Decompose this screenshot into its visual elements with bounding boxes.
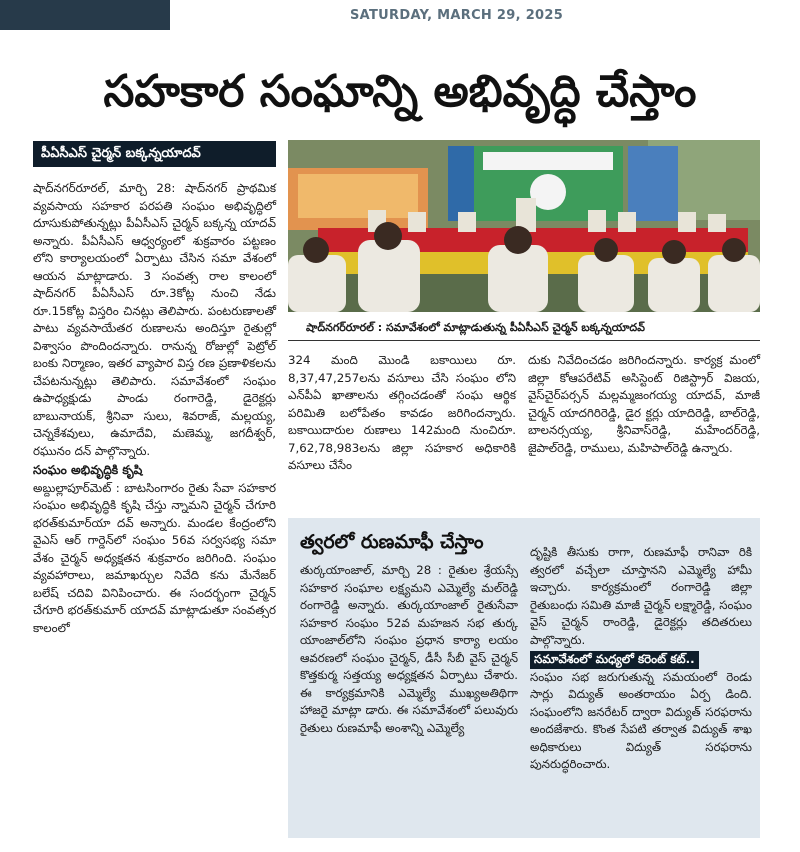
article-body-para-2: అబ్దుల్లాపూర్‌మెట్ : బాటసింగారం రైతు సేవా సహకార సంఘం అభివృద్ధికి కృషి చేస్తు న్నామని చైర్మన్ చేగూరి భరత్‌కుమార్‌యా దవ్ అన్నారు. మండల కేంద్రంలోని వైఎస్ ఆర్ గార్డెన్‌లో సంఘం 56వ సర్వసభ్య సమా వేశం చైర్మన్ అధ్యక్షతన శుక్రవారం జరిగింది. సంఘం వ్యవహారాలు, జమాఖర్చుల నివేది కను మేనేజర్ బలేష్ చదివి వినిపించారు. ఈ సందర్భంగా చైర్మన్ చేగూరి భరత్‌కుమార్ యాదవ్ మాట్లాడుతూ సంవత్సర కాలంలో bbox=[33, 480, 276, 635]
headline: సహకార సంఘాన్ని అభివృద్ధి చేస్తాం bbox=[103, 66, 697, 117]
secondary-body-right: దృష్టికి తీసుకు రాగా, రుణమాఫీ రానివా రికి త్వరలో వచ్చేలా చూస్తానని ఎమ్మెల్యే హామీ ఇచ్చారు. కార్యక్రమంలో రంగారెడ్డి జిల్లా రైతుబంధు సమితి మాజీ చైర్మన్ లక్ష్మారెడ్డి, సంఘం వైస్ చైర్మన్ రాంరెడ్డి, డైరెక్టర్లు తదితరులు పాల్గొన్నారు. bbox=[530, 545, 752, 647]
byline: పీఏసీఎస్ చైర్మన్ బక్కన్నయాదవ్ bbox=[33, 141, 276, 167]
news-photo bbox=[288, 140, 760, 312]
secondary-column-left bbox=[300, 562, 518, 737]
photo-caption: షాద్‌నగర్‌రూరల్ : సమావేశంలో మాట్లాడుతున్న పీఏసీఎస్ చైర్మన్ బక్కన్నయాదవ్ bbox=[288, 315, 760, 341]
masthead-dark-block bbox=[0, 0, 170, 30]
masthead-date: SATURDAY, MARCH 29, 2025 bbox=[350, 8, 564, 23]
article-column-3 bbox=[528, 352, 760, 457]
article-column-1 bbox=[33, 180, 276, 637]
article-body-para-3: 324 మంది మొండి బకాయిలు రూ. 8,37,47,257లను వసూలు చేసి సంఘం లోని ఎన్‌పీఏ ఖాతాలను తగ్గించడంతో సంఘ ఆర్థిక పరిమితి బలోపేతం కావడం జరిగిందన్నారు. బకాయిదారుల రుణాలు 142మంది నుంచిరూ. 7,62,78,983లను జిల్లా సహకార అధికారికి వసూలు చేసేం bbox=[288, 353, 516, 472]
secondary-subhead: సమావేశంలో మధ్యలో కరెంట్ కట్.. bbox=[530, 651, 699, 669]
secondary-headline: త్వరలో రుణమాఫీ చేస్తాం bbox=[300, 531, 484, 553]
secondary-column-right bbox=[530, 544, 752, 774]
article-body-para-4: దుకు నివేదించడం జరిగిందన్నారు. కార్యక్ర మంలో జిల్లా కోఆపరేటివ్ అసిస్టెంట్ రిజిస్ట్రార్ విజయ, వైస్‌చైర్‌పర్సన్ మల్లమ్మజంగయ్య యాదవ్, మాజీ చైర్మన్ యాదగిరిరెడ్డి, డైర క్టర్లు యాదిరెడ్డి, బాల్‌రెడ్డి, బాలనర్సయ్య, శ్రీనివాస్‌రెడ్డి, మహేందర్‌రెడ్డి, జైపాల్‌రెడ్డి, రాములు, మహిపాల్‌రెడ్డి ఉన్నారు. bbox=[528, 353, 760, 455]
article-column-2 bbox=[288, 352, 516, 475]
secondary-body-left: తుర్కయాంజాల్, మార్చి 28 : రైతుల శ్రేయస్సే సహకార సంఘాల లక్ష్యమని ఎమ్మెల్యే మల్‌రెడ్డి రంగారెడ్డి అన్నారు. తుర్కయాంజాల్ రైతుసేవా సహకార సంఘం 52వ మహజన సభ తుర్క యాంజాల్‌లోని సంఘం ప్రధాన కార్యా లయం ఆవరణలో సంఘం చైర్మన్, డీసీ సీబీ వైస్ చైర్మన్ కొత్తకుర్మ సత్తయ్య అధ్యక్షతన ఏర్పాటు చేశారు. ఈ కార్యక్రమానికి ఎమ్మెల్యే ముఖ్యఅతిథిగా హాజరై మాట్లా డారు. ఈ సమావేశంలో పలువురు రైతులు రుణమాఫీ అంశాన్ని ఎమ్మెల్యే bbox=[300, 563, 518, 735]
meeting-photo-illustration bbox=[288, 140, 760, 312]
secondary-body-right-b: సంఘం సభ జరుగుతున్న సమయంలో రెండు సార్లు విద్యుత్ అంతరాయం ఏర్ప డింది. సంఘంలోని జనరేటర్ ద్వారా విద్యుత్ సరఫరాను అందజేశారు. కొంత సేపటి తర్వాత విద్యుత్ శాఖ అధికారులు విద్యుత్ సరఫరాను పునరుద్ధరించారు. bbox=[530, 669, 752, 771]
article-body-para-1: షాద్‌నగర్‌రూరల్, మార్చి 28: షాద్‌నగర్ ప్రాథమిక వ్యవసాయ సహకార పరపతి సంఘం అభివృద్ధిలో దూసుకుపోతున్నట్లు పీఏసీఎస్ చైర్మన్ బక్కన్న యాదవ్ అన్నారు. పీఏసీఎస్ ఆధ్వర్యంలో శుక్రవారం పట్టణం లోని కార్యాలయంలో ఏర్పాటు చేసిన సమా వేశంలో ఆయన మాట్లాడారు. 3 సంవత్స రాల కాలంలో షాద్‌నగర్ పీఏసీఎస్ రూ.3కోట్ల నుంచి నేడు రూ.15కోట్ల విస్తరిం చినట్లు తెలిపారు. పంటరుణాలతో పాటు వ్యవసాయేతర రుణాలను అందిస్తూ రైతుల్లో విశ్వాసం పొందిందన్నారు. రానున్న రోజుల్లో పెట్రోల్ బంకు నిర్మాణం, ఇతర వ్యాపార విస్త రణ ప్రణాళికలను చేపటనున్నట్లు తెలిపారు. సమావేశంలో సంఘం ఉపాధ్యక్షుడు పాండు రంగారెడ్డి, డైరెక్టర్లు బాబునాయక్, శ్రీనివా సులు, శివరాజ్, మల్లయ్య, చెన్నకేశవులు, ఉమాదేవి, మణెమ్మ, జగదీశ్వర్, రఘునం దన్ పాల్గొన్నారు. bbox=[33, 181, 276, 458]
subhead-1: సంఘం అభివృద్ధికి కృషి bbox=[33, 463, 143, 477]
